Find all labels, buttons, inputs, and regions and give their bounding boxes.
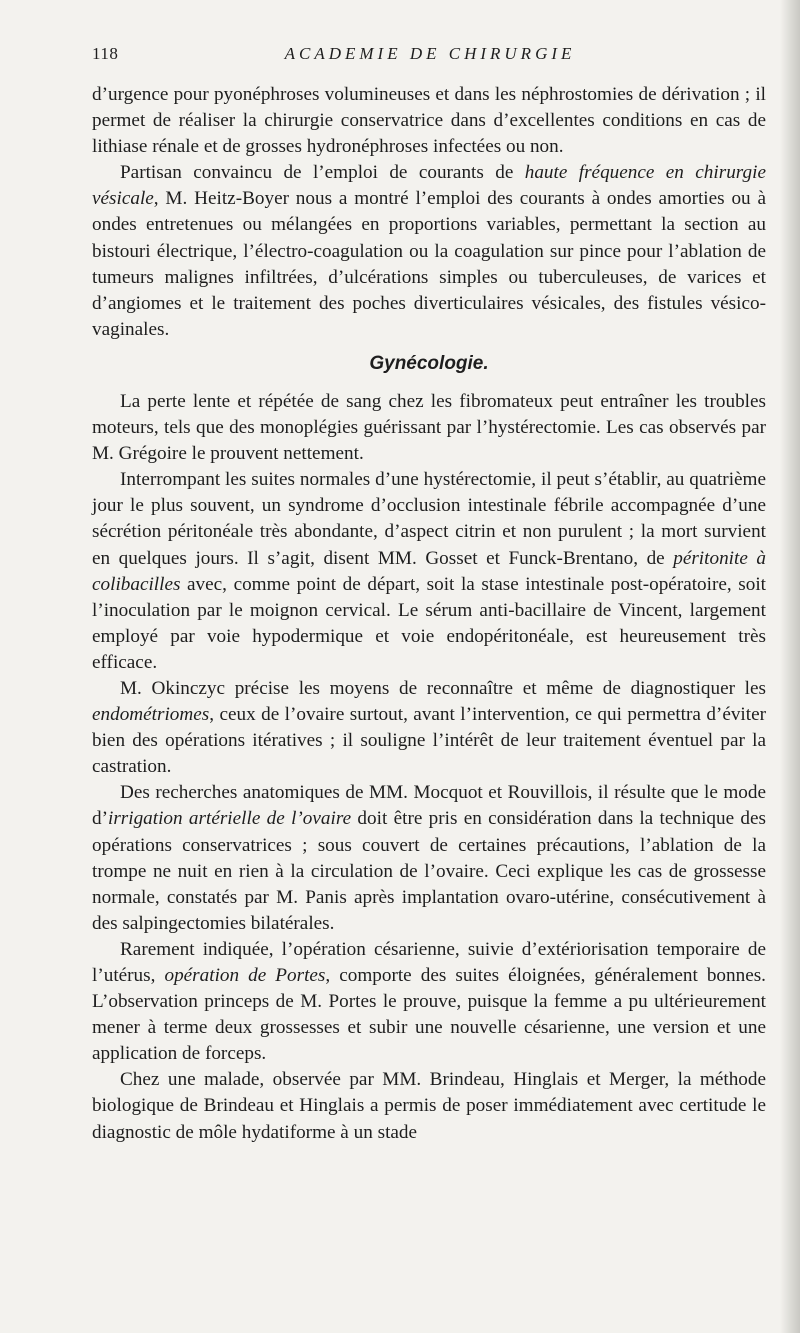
paragraph	[92, 937, 766, 1067]
text-run: Des recherches anatomiques de MM. Mocquot et Rouvillois, il résulte que le mode d’	[92, 782, 766, 830]
text-run: Interrompant les suites normales d’une hystérectomie, il peut s’établir, au quatrième jour le plus souvent, un syndrome d’occlusion intestinale fébrile accompagnée d’une sécrétion péritonéale très abondante, d’aspect citrin et non purulent ; la mort survient en quelques jours. Il s’agit, disent MM. Gosset et Funck-Brentano, de	[92, 469, 766, 569]
page-number: 118	[92, 44, 119, 63]
italic-phrase: haute fréquence en chirurgie vésicale	[92, 162, 766, 210]
text-run: , ceux de l’ovaire surtout, avant l’intervention, ce qui permettra d’éviter bien des opérations itératives ; il souligne l’intérêt de leur traitement éventuel par la castration.	[92, 704, 766, 778]
text-run: La perte lente et répétée de sang chez les fibromateux peut entraîner les troubles moteurs, tels que des monoplégies guérissant par l’hystérectomie. Les cas observés par M. Grégoire le prouvent nettement.	[92, 390, 766, 465]
text-run: Partisan convaincu de l’emploi de courants de	[120, 162, 525, 184]
page-edge-shadow	[780, 0, 800, 1333]
paragraph	[92, 1067, 766, 1145]
italic-phrase: irrigation artérielle de l’ovaire	[107, 808, 352, 830]
text-run: d’urgence pour pyonéphroses volumineuses et dans les néphrostomies de dérivation ; il permet de réaliser la chirurgie conservatrice dans d’excellentes conditions en cas de lithiase rénale et de grosses hydronéphroses infectées ou non.	[92, 84, 766, 158]
text-run: Chez une malade, observée par MM. Brindeau, Hinglais et Merger, la méthode biologique de Brindeau et Hinglais a permis de poser immédiatement avec certitude le diagnostic de môle hydatiforme à un stade	[92, 1069, 766, 1143]
italic-phrase: endométriomes	[92, 704, 210, 726]
paragraph	[92, 676, 766, 780]
text-run: M. Okinczyc précise les moyens de reconnaître et même de diagnostiquer les	[120, 677, 766, 699]
paragraphs-before-section	[92, 82, 766, 343]
paragraph	[92, 467, 766, 676]
text-run: , M. Heitz-Boyer nous a montré l’emploi des courants à ondes amorties ou à ondes entretenues ou mélangées en proportions variables, permettant la section au bistouri électrique, l’électro-coagulation ou la coagulation sur pince pour l’ablation de tumeurs malignes infiltrées, d’ulcérations simples ou tuberculeuses, de varices et d’angiomes et le traitement des poches diverticulaires vésicales, des fistules vésico-vaginales.	[92, 188, 766, 340]
text-run: avec, comme point de départ, soit la stase intestinale post-opératoire, soit l’inoculation par le moignon cervical. Le sérum anti-bacillaire de Vincent, largement employé par voie hypodermique et voie endopéritonéale, est heureusement très efficace.	[92, 573, 766, 673]
paragraph	[92, 82, 766, 160]
paragraphs-after-section	[92, 389, 766, 1146]
text-run: Rarement indiquée, l’opération césarienne, suivie d’extériorisation temporaire de l’utérus,	[92, 938, 766, 986]
section-title: Gynécologie.	[369, 352, 489, 374]
text-run: , comporte des suites éloignées, généralement bonnes. L’observation princeps de M. Portes le prouve, puisque la femme a pu ultérieurement mener à terme deux grossesses et subir une nouvelle césarienne, une version et une application de forceps.	[92, 965, 766, 1065]
running-head: ACADEMIE DE CHIRURGIE	[284, 44, 576, 63]
article-body	[92, 82, 766, 1146]
paragraph	[92, 389, 766, 467]
italic-phrase: opération de Portes	[164, 965, 326, 986]
paragraph	[92, 160, 766, 343]
italic-phrase: péritonite à colibacilles	[92, 547, 766, 595]
paragraph	[92, 780, 766, 937]
text-run: doit être pris en considération dans la technique des opérations conservatrices ; sous couvert de certaines précautions, l’ablation de la trompe ne nuit en rien à la circulation de l’ovaire. Ceci explique les cas de grossesse normale, constatés par M. Panis après implantation ovaro-utérine, consécutivement à des salpingectomies bilatérales.	[92, 808, 766, 934]
page-header	[92, 44, 768, 72]
